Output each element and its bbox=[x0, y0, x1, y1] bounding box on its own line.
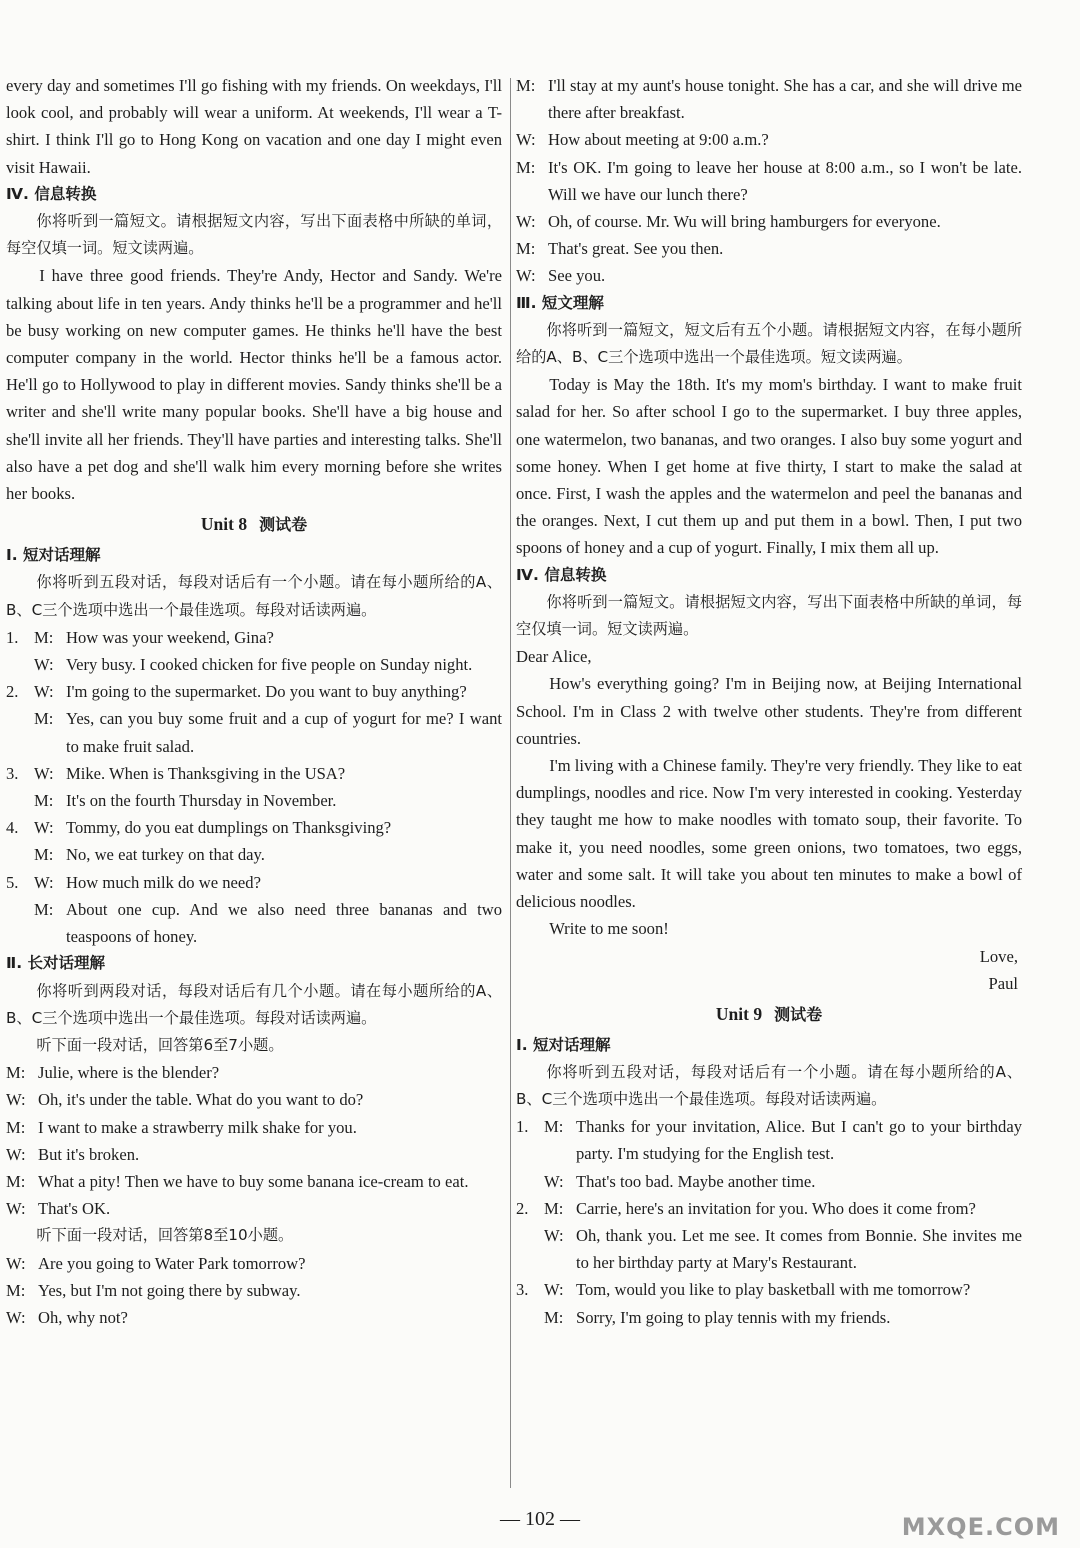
section-title: Ⅲ. 短文理解 bbox=[516, 293, 604, 312]
dialogue-line: W: That's OK. bbox=[6, 1199, 111, 1219]
dialogue-line: M: Sorry, I'm going to play tennis with my friends. bbox=[544, 1307, 891, 1327]
right-column bbox=[516, 72, 1022, 1331]
dialogue-line: W: But it's broken. bbox=[6, 1144, 140, 1164]
dialogue-line: M: No, we eat turkey on that day. bbox=[34, 845, 265, 865]
page-number: — 102 — bbox=[500, 1508, 580, 1530]
dialogue-list bbox=[516, 1113, 1022, 1331]
letter-paragraph: I'm living with a Chinese family. They're very friendly. They like to eat dumplings, noodles and rice. Now I'm very interested in cooking. Yesterday they taught me how to make noodles with tomato soup, their favorite. To make it, you need noodles, some green onions, two tomatoes, two eggs, water and some salt. It will take you about ten minutes to make a bowl of delicious noodles. bbox=[516, 756, 1022, 912]
dialogue-line: 1. M: How was your weekend, Gina? bbox=[6, 627, 274, 647]
dialogue-line: W: Very busy. I cooked chicken for five people on Sunday night. bbox=[34, 655, 473, 675]
dialogue-line: W: Are you going to Water Park tomorrow? bbox=[6, 1253, 306, 1273]
conversation bbox=[516, 72, 1022, 290]
unit-subtitle: 测试卷 bbox=[259, 515, 308, 535]
dialogue-line: M: Julie, where is the blender? bbox=[6, 1063, 220, 1083]
letter-paragraph: How's everything going? I'm in Beijing now, at Beijing International School. I'm in Class 2 with twelve other students. They're from different countries. bbox=[516, 674, 1022, 748]
letter-paragraph: Write to me soon! bbox=[549, 919, 669, 939]
dialogue-line: 5. W: How much milk do we need? bbox=[6, 872, 261, 892]
unit-heading bbox=[516, 999, 1022, 1030]
dialogue-line: M: Yes, but I'm not going there by subway. bbox=[6, 1280, 301, 1300]
conversation bbox=[6, 1250, 502, 1332]
dialogue-line: M: I want to make a strawberry milk shake for you. bbox=[6, 1117, 357, 1137]
dialogue-line: W: Oh, it's under the table. What do you want to do? bbox=[6, 1090, 364, 1110]
dialogue-line: W: Oh, thank you. Let me see. It comes from Bonnie. She invites me to her birthday party at Mary's Restaurant. bbox=[544, 1225, 1022, 1273]
dialogue-line: M: About one cup. And we also need three bananas and two teaspoons of honey. bbox=[34, 899, 502, 947]
intro-paragraph: every day and sometimes I'll go fishing with my friends. On weekdays, I'll look cool, and probably will wear a uniform. At weekends, I'll wear a T-shirt. I think I'll go to Hong Kong on vacation and one day I might even visit Hawaii. bbox=[6, 76, 502, 177]
dialogue-line: M: That's great. See you then. bbox=[516, 239, 724, 259]
section-instructions: 你将听到一篇短文，短文后有五个小题。请根据短文内容，在每小题所给的A、B、C三个选项中选出一个最佳选项。短文读两遍。 bbox=[516, 320, 1022, 367]
letter-signature: Paul bbox=[988, 973, 1018, 993]
dialogue-line: M: It's on the fourth Thursday in November. bbox=[34, 791, 337, 811]
unit-title: Unit 9 bbox=[715, 1003, 763, 1024]
passage-text: Today is May the 18th. It's my mom's birthday. I want to make fruit salad for her. So after school I go to the supermarket. I buy three apples, one watermelon, two bananas, and two oranges. I also buy some yogurt and some honey. When I get home at five thirty, I start to make the salad at once. First, I wash the apples and the watermelon and peel the bananas and the oranges. Next, I cut them up and put them in a bowl. Then, I put two spoons of honey and a cup of yogurt. Finally, I mix them all up. bbox=[516, 375, 1022, 558]
section-title: Ⅰ. 短对话理解 bbox=[516, 1035, 611, 1054]
section-title: Ⅰ. 短对话理解 bbox=[6, 546, 101, 565]
dialogue-line: 3. W: Mike. When is Thanksgiving in the USA? bbox=[6, 763, 346, 783]
unit-subtitle: 测试卷 bbox=[774, 1004, 823, 1024]
dialogue-line: W: That's too bad. Maybe another time. bbox=[544, 1171, 816, 1191]
dialogue-line: W: See you. bbox=[516, 266, 606, 286]
dialogue-line: 2. W: I'm going to the supermarket. Do you want to buy anything? bbox=[6, 682, 467, 702]
dialogue-list bbox=[6, 624, 502, 950]
unit-title: Unit 8 bbox=[200, 514, 248, 535]
left-column bbox=[6, 72, 502, 1331]
dialogue-line: M: What a pity! Then we have to buy some banana ice-cream to eat. bbox=[6, 1171, 469, 1191]
dialogue-line: 1. M: Thanks for your invitation, Alice. But I can't go to your birthday party. I'm studying for the English test. bbox=[516, 1117, 1022, 1164]
conversation bbox=[6, 1059, 502, 1222]
section-title: Ⅳ. 信息转换 bbox=[6, 184, 97, 203]
column-divider bbox=[510, 78, 511, 1488]
dialogue-line: M: I'll stay at my aunt's house tonight. She has a car, and she will drive me there after breakfast. bbox=[516, 76, 1022, 123]
dialogue-line: W: Oh, why not? bbox=[6, 1307, 128, 1327]
conversation-intro: 听下面一段对话，回答第8至10小题。 bbox=[36, 1226, 294, 1245]
dialogue-line: W: Oh, of course. Mr. Wu will bring hamburgers for everyone. bbox=[516, 212, 941, 232]
section-title: Ⅱ. 长对话理解 bbox=[6, 954, 105, 973]
watermark-logo: MXQE.COM bbox=[901, 1513, 1060, 1541]
dialogue-line: 3. W: Tom, would you like to play basketball with me tomorrow? bbox=[516, 1280, 971, 1300]
conversation-intro: 听下面一段对话，回答第6至7小题。 bbox=[36, 1035, 284, 1054]
section-instructions: 你将听到五段对话，每段对话后有一个小题。请在每小题所给的A、B、C三个选项中选出一个最佳选项。每段对话读两遍。 bbox=[6, 573, 502, 619]
dialogue-line: M: Yes, can you buy some fruit and a cup of yogurt for me? I want to make fruit salad. bbox=[34, 709, 502, 756]
letter-greeting: Dear Alice, bbox=[516, 647, 592, 667]
section-instructions: 你将听到五段对话，每段对话后有一个小题。请在每小题所给的A、B、C三个选项中选出一个最佳选项。每段对话读两遍。 bbox=[516, 1062, 1022, 1108]
dialogue-line: M: It's OK. I'm going to leave her house at 8:00 a.m., so I won't be late. Will we have our lunch there? bbox=[516, 157, 1022, 204]
section-title: Ⅳ. 信息转换 bbox=[516, 565, 607, 584]
section-instructions: 你将听到两段对话，每段对话后有几个小题。请在每小题所给的A、B、C三个选项中选出一个最佳选项。每段对话读两遍。 bbox=[6, 981, 502, 1027]
letter-closing: Love, bbox=[979, 946, 1018, 966]
section-instructions: 你将听到一篇短文。请根据短文内容，写出下面表格中所缺的单词，每空仅填一词。短文读两遍。 bbox=[6, 212, 502, 258]
dialogue-line: 2. M: Carrie, here's an invitation for you. Who does it come from? bbox=[516, 1198, 976, 1218]
dialogue-line: 4. W: Tommy, do you eat dumplings on Thanksgiving? bbox=[6, 818, 392, 838]
unit-heading bbox=[6, 509, 502, 540]
section-instructions: 你将听到一篇短文。请根据短文内容，写出下面表格中所缺的单词，每空仅填一词。短文读两遍。 bbox=[516, 592, 1022, 639]
passage-text: I have three good friends. They're Andy, Hector and Sandy. We're talking about life in ten years. Andy thinks he'll be a programmer and he'll be busy working on new computer games. He thinks he'll have the best computer company in the world. Hector thinks he'll be a famous actor. He'll go to Hollywood to play in different movies. Sandy thinks she'll be a writer and she'll write many popular books. She'll have a big house and she'll invite all her friends. They'll have parties and interesting talks. She'll also have a pet dog and she'll walk him every morning before she writes her books. bbox=[6, 266, 502, 504]
dialogue-line: W: How about meeting at 9:00 a.m.? bbox=[516, 130, 769, 150]
